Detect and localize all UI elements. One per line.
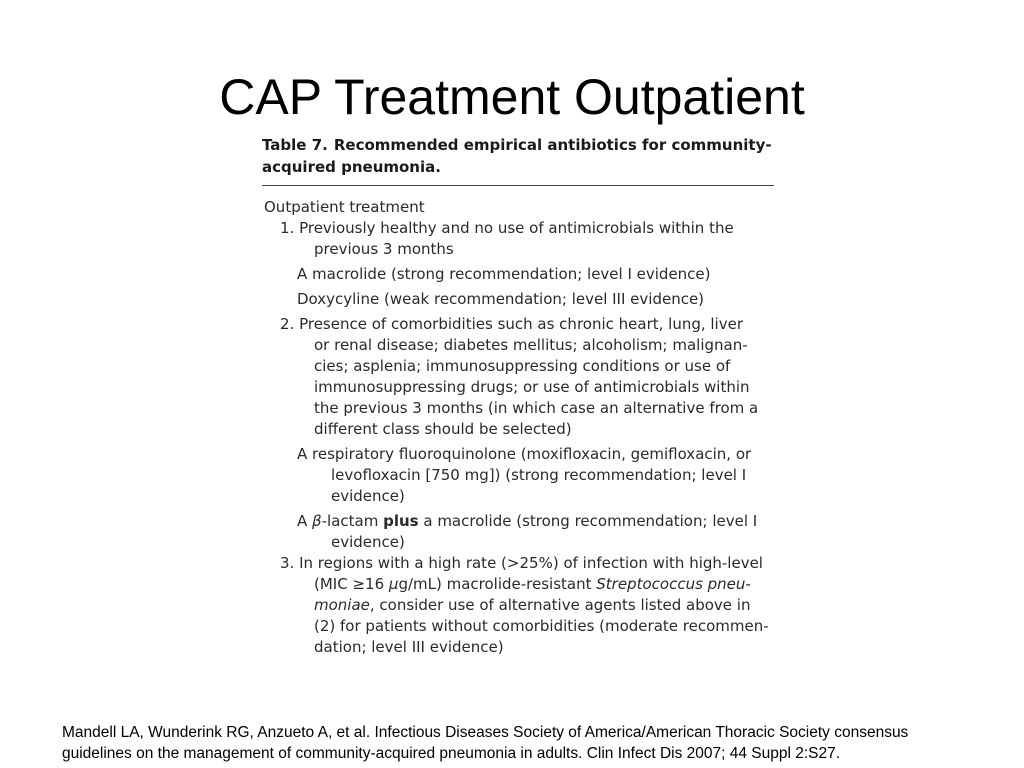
item-2-option-a-line-3: evidence)	[331, 487, 405, 505]
table-caption	[262, 134, 774, 186]
item-2-line-3: cies; asplenia; immunosuppressing conditions or use of	[314, 357, 731, 375]
table-caption-line-1	[262, 134, 774, 156]
item-1-line-1: 1. Previously healthy and no use of antimicrobials within the	[280, 219, 734, 237]
slide-title: CAP Treatment Outpatient	[219, 69, 805, 125]
table-caption-text: Recommended empirical antibiotics for community-	[333, 136, 772, 154]
option-b-lactam: -lactam	[321, 512, 384, 530]
beta-symbol: β	[312, 512, 322, 530]
item-3-line-5: dation; level III evidence)	[314, 638, 504, 656]
item-2-line-6: different class should be selected)	[314, 420, 572, 438]
option-b-rest: a macrolide (strong recommendation; level I	[418, 512, 758, 530]
table-number: Table 7.	[262, 136, 328, 154]
item-3-line-3-rest: , consider use of alternative agents listed above in	[369, 596, 751, 614]
item-2-line-4: immunosuppressing drugs; or use of antimicrobials within	[314, 378, 750, 396]
option-b-prefix: A	[297, 512, 313, 530]
citation-footnote	[62, 722, 1002, 764]
item-3-line-2	[262, 574, 777, 595]
section-heading: Outpatient treatment	[264, 198, 425, 216]
item-2-line-5: the previous 3 months (in which case an alternative from a	[314, 399, 759, 417]
item-1-option-b: Doxycyline (weak recommendation; level III evidence)	[297, 290, 705, 308]
item-2-line-1: 2. Presence of comorbidities such as chronic heart, lung, liver	[280, 315, 744, 333]
item-2-option-a-line-1: A respiratory fluoroquinolone (moxifloxacin, gemifloxacin, or	[297, 445, 752, 463]
table-caption-line-2: acquired pneumonia.	[262, 158, 441, 176]
item-2-option-a-line-2: levofloxacin [750 mg]) (strong recommendation; level I	[331, 466, 747, 484]
item-2-option-b-line-1	[262, 511, 777, 532]
item-3-line-1: 3. In regions with a high rate (>25%) of infection with high-level	[280, 554, 763, 572]
mu-symbol: μ	[388, 575, 399, 593]
item-2-option-b-line-2: evidence)	[331, 533, 405, 551]
item-3-line-4: (2) for patients without comorbidities (moderate recommen-	[314, 617, 769, 635]
item-3-line-3	[262, 595, 777, 616]
item-1-line-2: previous 3 months	[314, 240, 454, 258]
citation-line-2: guidelines on the management of community-acquired pneumonia in adults. Clin Infect Dis 2007; 44 Suppl 2:S27.	[62, 745, 841, 762]
item-3-mic-mid: g/mL) macrolide-resistant	[398, 575, 597, 593]
organism-name-part-2: moniae	[314, 596, 370, 614]
guideline-table	[262, 134, 777, 658]
item-3-mic-prefix: (MIC ≥16	[314, 575, 389, 593]
organism-name-part-1: Streptococcus pneu-	[596, 575, 751, 593]
item-1-option-a: A macrolide (strong recommendation; level I evidence)	[297, 265, 711, 283]
option-b-plus: plus	[383, 512, 419, 530]
item-2-line-2: or renal disease; diabetes mellitus; alcoholism; malignan-	[314, 336, 748, 354]
citation-line-1: Mandell LA, Wunderink RG, Anzueto A, et al. Infectious Diseases Society of America/American Thoracic Society consensus	[62, 724, 909, 741]
